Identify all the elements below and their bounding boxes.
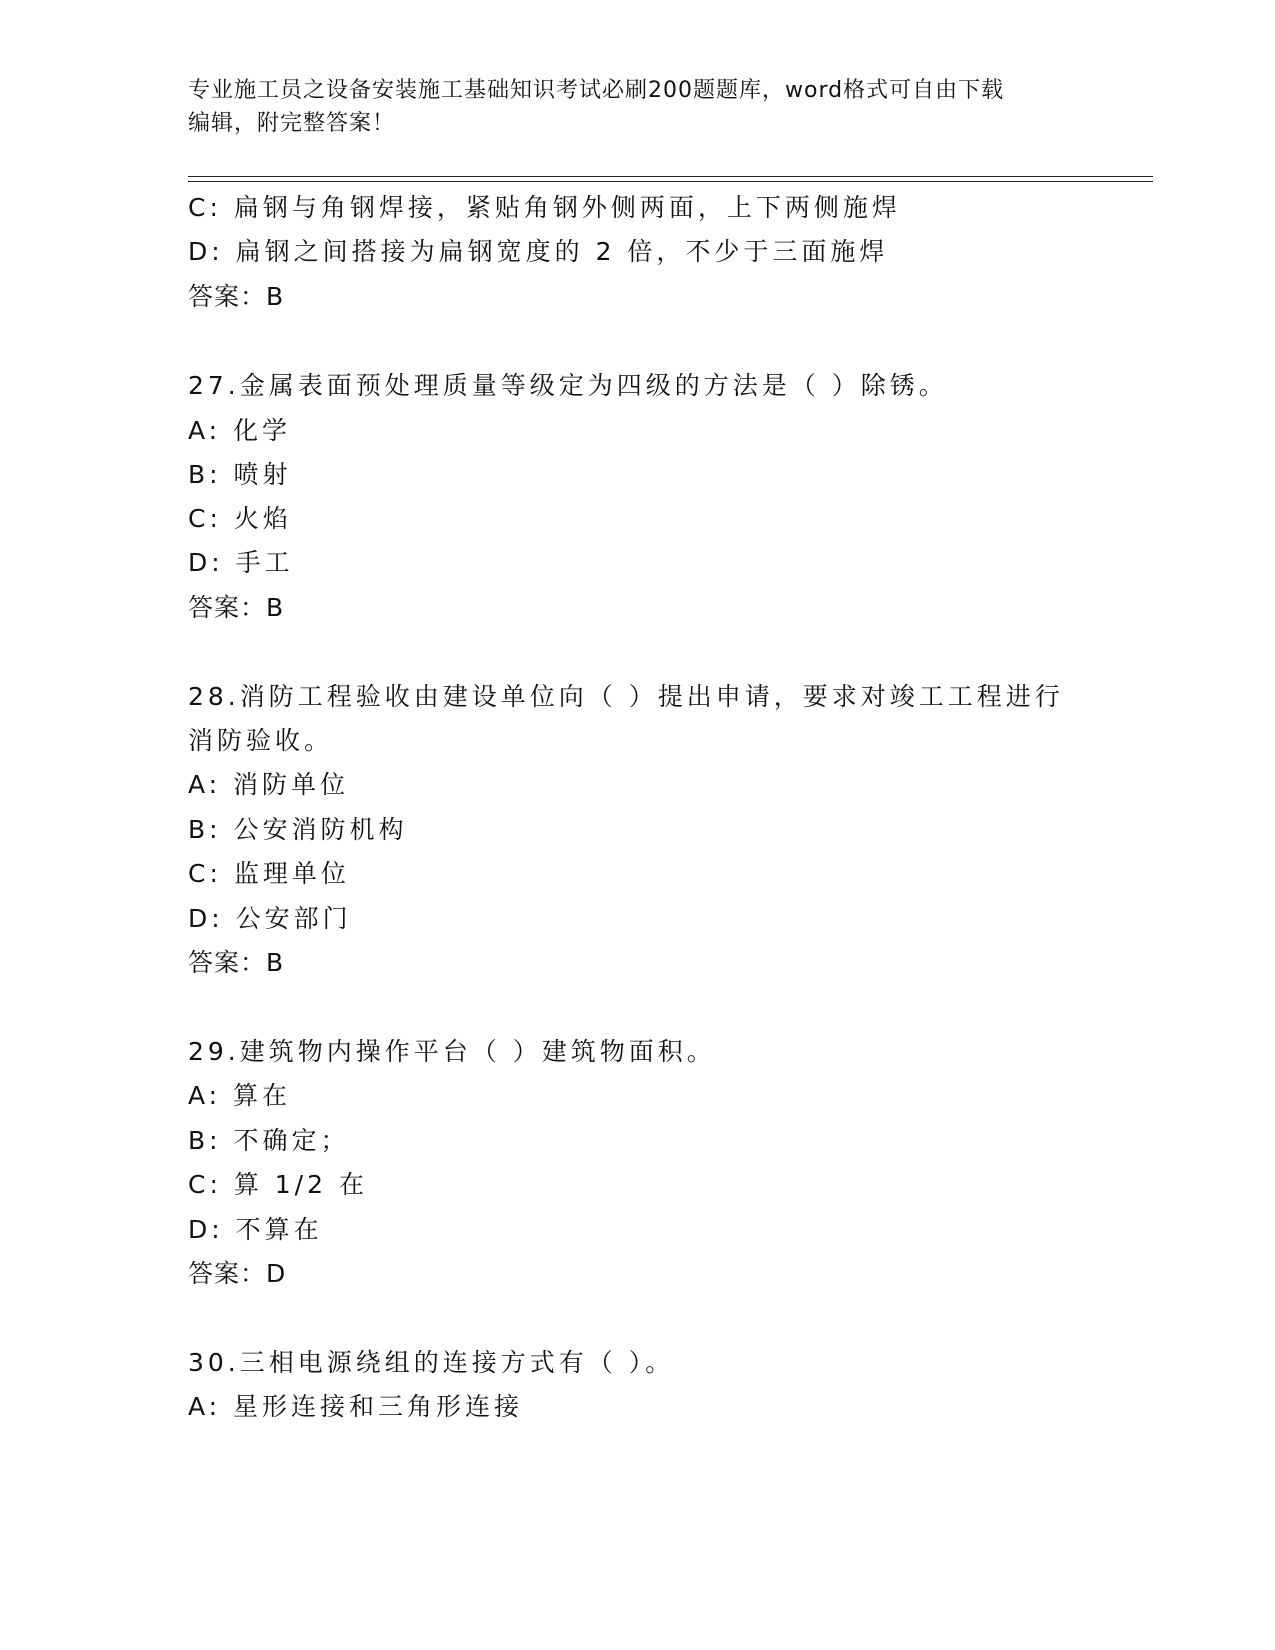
document-header	[188, 74, 1068, 140]
header-line-1: 专业施工员之设备安装施工基础知识考试必刷200题题库，word格式可自由下载	[188, 78, 1005, 103]
option-d: D: 公安部门	[188, 904, 352, 933]
question-stem: 28.消防工程验收由建设单位向（ ）提出申请，要求对竣工工程进行	[188, 682, 1064, 711]
answer: 答案：B	[188, 282, 285, 311]
question-stem: 29.建筑物内操作平台（ ）建筑物面积。	[188, 1037, 716, 1066]
option-d: D: 扁钢之间搭接为扁钢宽度的 2 倍，不少于三面施焊	[188, 237, 889, 266]
option-a: A: 化学	[188, 416, 292, 445]
question-stem: 30.三相电源绕组的连接方式有（ ）。	[188, 1348, 675, 1377]
header-divider-top	[188, 176, 1153, 177]
option-c: C: 火焰	[188, 504, 292, 533]
question-stem: 27.金属表面预处理质量等级定为四级的方法是（ ）除锈。	[188, 371, 948, 400]
option-c: C: 扁钢与角钢焊接，紧贴角钢外侧两面，上下两侧施焊	[188, 193, 901, 222]
option-a: A: 星形连接和三角形连接	[188, 1392, 524, 1421]
option-b: B: 不确定；	[188, 1126, 350, 1155]
option-a: A: 算在	[188, 1081, 292, 1110]
option-d: D: 手工	[188, 548, 294, 577]
question-stem-continued: 消防验收。	[188, 726, 334, 755]
answer: 答案：D	[188, 1259, 287, 1288]
option-d: D: 不算在	[188, 1215, 323, 1244]
option-a: A: 消防单位	[188, 770, 350, 799]
option-c: C: 算 1/2 在	[188, 1170, 368, 1199]
header-divider-bottom	[188, 181, 1153, 182]
answer: 答案：B	[188, 593, 285, 622]
option-b: B: 公安消防机构	[188, 815, 408, 844]
option-c: C: 监理单位	[188, 859, 350, 888]
option-b: B: 喷射	[188, 460, 292, 489]
answer: 答案：B	[188, 948, 285, 977]
header-line-2: 编辑，附完整答案！	[188, 111, 396, 136]
